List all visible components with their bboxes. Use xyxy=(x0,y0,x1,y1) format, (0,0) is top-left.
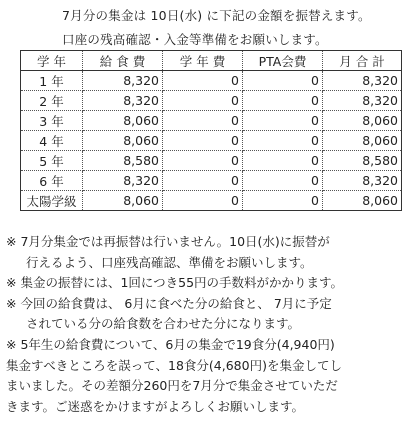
cell-grade: 太陽学級 xyxy=(21,191,83,211)
cell-grade-fee: 0 xyxy=(163,191,243,211)
cell-grade-fee: 0 xyxy=(163,91,243,111)
header-grade-fee: 学 年 費 xyxy=(163,51,243,71)
cell-grade: 4 年 xyxy=(21,131,83,151)
note-grade5-correction-cont2: まいました。その差額分260円を7月分で集金させていただ xyxy=(6,378,338,394)
cell-pta-fee: 0 xyxy=(243,131,323,151)
cell-lunch-fee: 8,320 xyxy=(83,71,163,91)
table-row xyxy=(21,131,402,151)
cell-monthly-total: 8,060 xyxy=(323,131,402,151)
cell-grade: 2 年 xyxy=(21,91,83,111)
cell-grade: 1 年 xyxy=(21,71,83,91)
table-row xyxy=(21,91,402,111)
cell-monthly-total: 8,320 xyxy=(323,71,402,91)
cell-grade-fee: 0 xyxy=(163,171,243,191)
cell-lunch-fee: 8,320 xyxy=(83,171,163,191)
balance-check-text: 口座の残高確認・入金等準備をお願いします。 xyxy=(62,32,328,47)
header-grade: 学 年 xyxy=(21,51,83,71)
collection-date-text: 7月分の集金は 10日(水) に下記の金額を振替えます。 xyxy=(62,8,371,23)
notes-section xyxy=(6,232,416,417)
table-row xyxy=(21,171,402,191)
cell-lunch-fee: 8,060 xyxy=(83,111,163,131)
cell-grade: 3 年 xyxy=(21,111,83,131)
header-pta-fee: PTA会費 xyxy=(243,51,323,71)
cell-lunch-fee: 8,320 xyxy=(83,91,163,111)
cell-monthly-total: 8,060 xyxy=(323,191,402,211)
cell-pta-fee: 0 xyxy=(243,71,323,91)
cell-grade-fee: 0 xyxy=(163,131,243,151)
cell-monthly-total: 8,320 xyxy=(323,171,402,191)
cell-grade: 6 年 xyxy=(21,171,83,191)
note-transfer-fee: ※ 集金の振替には、1回につき55円の手数料がかかります。 xyxy=(6,275,344,291)
cell-pta-fee: 0 xyxy=(243,171,323,191)
note-grade5-correction-cont3: きます。ご迷惑をかけますがよろしくお願いします。 xyxy=(6,398,305,414)
note-no-retransfer-cont: 行えるよう、口座残高確認、準備をお願いします。 xyxy=(26,254,313,270)
cell-pta-fee: 0 xyxy=(243,91,323,111)
cell-lunch-fee: 8,060 xyxy=(83,191,163,211)
cell-grade: 5 年 xyxy=(21,151,83,171)
cell-pta-fee: 0 xyxy=(243,111,323,131)
note-no-retransfer: ※ 7月分集金では再振替は行いません。10日(水)に振替が xyxy=(6,234,330,249)
cell-grade-fee: 0 xyxy=(163,111,243,131)
header-monthly-total: 月 合 計 xyxy=(323,51,402,71)
note-grade5-correction: ※ 5年生の給食費について、6月の集金で19食分(4,940円) xyxy=(6,336,335,352)
header-lunch-fee: 給 食 費 xyxy=(83,51,163,71)
cell-monthly-total: 8,580 xyxy=(323,151,402,171)
table-row xyxy=(21,191,402,211)
note-grade5-correction-cont1: 集金すべきところを誤って、18食分(4,680円)を集金してし xyxy=(6,357,342,373)
cell-pta-fee: 0 xyxy=(243,191,323,211)
cell-monthly-total: 8,060 xyxy=(323,111,402,131)
fee-table xyxy=(20,50,402,211)
table-row xyxy=(21,151,402,171)
cell-grade-fee: 0 xyxy=(163,151,243,171)
note-lunch-fee-basis-cont: されている分の給食数を合わせた分になります。 xyxy=(26,316,301,332)
note-lunch-fee-basis: ※ 今回の給食費は、 6月に食べた分の給食と、 7月に予定 xyxy=(6,295,332,311)
cell-lunch-fee: 8,060 xyxy=(83,131,163,151)
cell-pta-fee: 0 xyxy=(243,151,323,171)
table-header-row xyxy=(21,51,402,71)
cell-lunch-fee: 8,580 xyxy=(83,151,163,171)
cell-monthly-total: 8,320 xyxy=(323,91,402,111)
table-row xyxy=(21,111,402,131)
table-row xyxy=(21,71,402,91)
cell-grade-fee: 0 xyxy=(163,71,243,91)
